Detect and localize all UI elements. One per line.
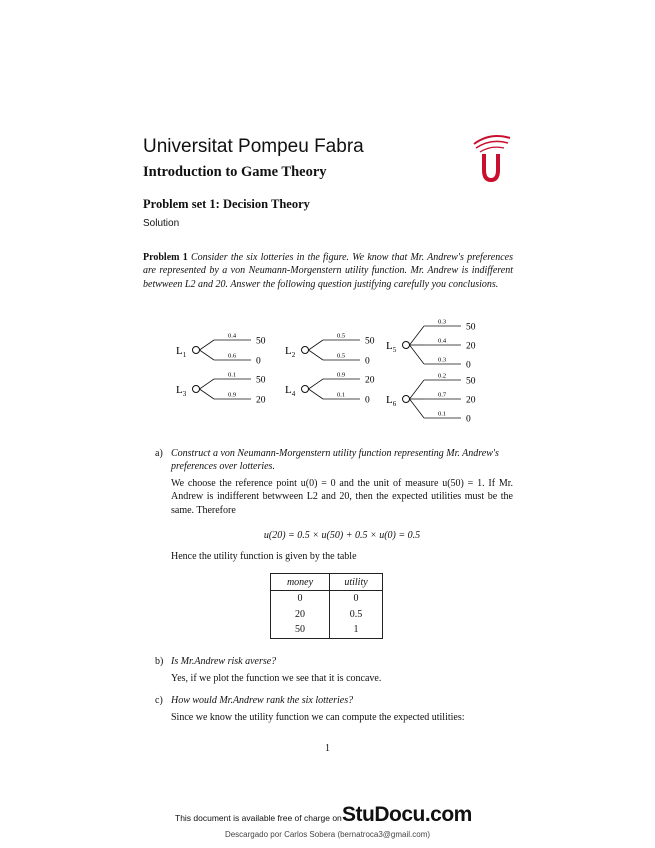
table-header-row [271,574,383,591]
branch-outcome: 50 [256,375,266,386]
branch-probability: 0.1 [336,391,346,399]
question-a-label: a) [155,448,163,459]
lottery-label: $L_4$ [285,384,296,398]
branch-outcome: 20 [466,341,476,352]
lottery-label: $L_5$ [386,340,397,354]
lottery-node [193,386,200,393]
branch-line [309,350,324,360]
question-a-text: Construct a von Neumann-Morgenstern utility function representing Mr. Andrew's preferences over lotteries. [171,448,499,473]
footer-download-text: Descargado por Carlos Sobera (bernatroca3@gmail.com) [224,830,431,839]
table-cell: 1 [330,622,383,638]
branch-outcome: 0 [365,395,370,406]
table-header-utility: utility [330,574,383,591]
answer-b-text: Yes, if we plot the function we see that it is concave. [171,673,382,684]
lottery-node [403,342,410,349]
branch-probability: 0.5 [336,332,346,340]
problem-statement [143,251,513,291]
branch-outcome: 0 [466,360,471,371]
lottery-label: $L_3$ [176,384,187,398]
branch-outcome: 20 [466,395,476,406]
branch-line [200,340,215,350]
branch-probability: 0.7 [437,391,447,399]
problem-label: Problem 1 [143,252,188,263]
branch-outcome: 0 [365,356,370,367]
branch-outcome: 0 [466,414,471,425]
table-cell: 0.5 [330,607,383,623]
lottery-node [302,347,309,354]
branch-probability: 0.1 [227,371,237,379]
answer-a-text: We choose the reference point u(0) = 0 and the unit of measure u(50) = 1. If Mr. Andrew is indifferent betwween L2 and 20, then the expected utilities must be the same. Therefore [171,478,513,516]
branch-line [410,399,425,418]
branch-probability: 0.4 [227,332,237,340]
upf-logo [470,130,512,182]
page-number: 1 [325,743,330,754]
answer-a-table-intro: Hence the utility function is given by the table [171,551,357,562]
question-b-text: Is Mr.Andrew risk averse? [171,656,277,667]
branch-outcome: 50 [466,322,476,333]
lottery-label: $L_6$ [386,394,397,408]
table-cell: 0 [271,591,330,607]
branch-line [309,340,324,350]
table-cell: 50 [271,622,330,638]
table-cell: 0 [330,591,383,607]
table-row [271,622,383,638]
footer-availability-text: This document is available free of charge on [175,813,342,823]
branch-line [309,379,324,389]
branch-probability: 0.2 [437,372,447,380]
branch-probability: 0.3 [437,356,447,364]
university-name: Universitat Pompeu Fabra [143,136,364,157]
branch-probability: 0.9 [336,371,346,379]
branch-line [410,326,425,345]
table-header-money: money [271,574,330,591]
utility-equation: u(20) = 0.5 × u(50) + 0.5 × u(0) = 0.5 [263,530,421,541]
lottery-label: $L_1$ [176,345,187,359]
branch-probability: 0.5 [336,352,346,360]
branch-outcome: 50 [466,376,476,387]
branch-probability: 0.9 [227,391,237,399]
branch-line [410,380,425,399]
branch-line [200,389,215,399]
utility-table [270,573,383,639]
lottery-node [302,386,309,393]
question-b-label: b) [155,656,164,667]
branch-probability: 0.3 [437,318,447,326]
lottery-node [193,347,200,354]
question-c-label: c) [155,695,163,706]
lottery-node [403,396,410,403]
branch-outcome: 0 [256,356,261,367]
question-c-text: How would Mr.Andrew rank the six lotteries? [171,695,354,706]
branch-outcome: 50 [365,336,375,347]
branch-line [200,379,215,389]
problem-text: Consider the six lotteries in the figure. We know that Mr. Andrew's preferences are represented by a von Neumann-Morgenstern utility function. Mr. Andrew is indifferent betwween L2 and 20. Answer the following question justifying carefully you conclusions. [143,252,514,290]
table-cell: 20 [271,607,330,623]
lotteries-figure [170,315,500,450]
branch-probability: 0.6 [227,352,237,360]
branch-probability: 0.4 [437,337,447,345]
lottery-label: $L_2$ [285,345,296,359]
table-row [271,591,383,607]
branch-outcome: 50 [256,336,266,347]
answer-c-text: Since we know the utility function we can compute the expected utilities: [171,712,465,723]
solution-subtitle: Solution [143,218,180,229]
table-row [271,607,383,623]
studocu-logo-link[interactable]: StuDocu.com [342,803,472,826]
branch-line [309,389,324,399]
problem-set-title: Problem set 1: Decision Theory [143,197,310,211]
course-title: Introduction to Game Theory [143,164,327,180]
branch-line [200,350,215,360]
branch-probability: 0.1 [437,410,447,418]
branch-outcome: 20 [365,375,375,386]
branch-outcome: 20 [256,395,266,406]
branch-line [410,345,425,364]
